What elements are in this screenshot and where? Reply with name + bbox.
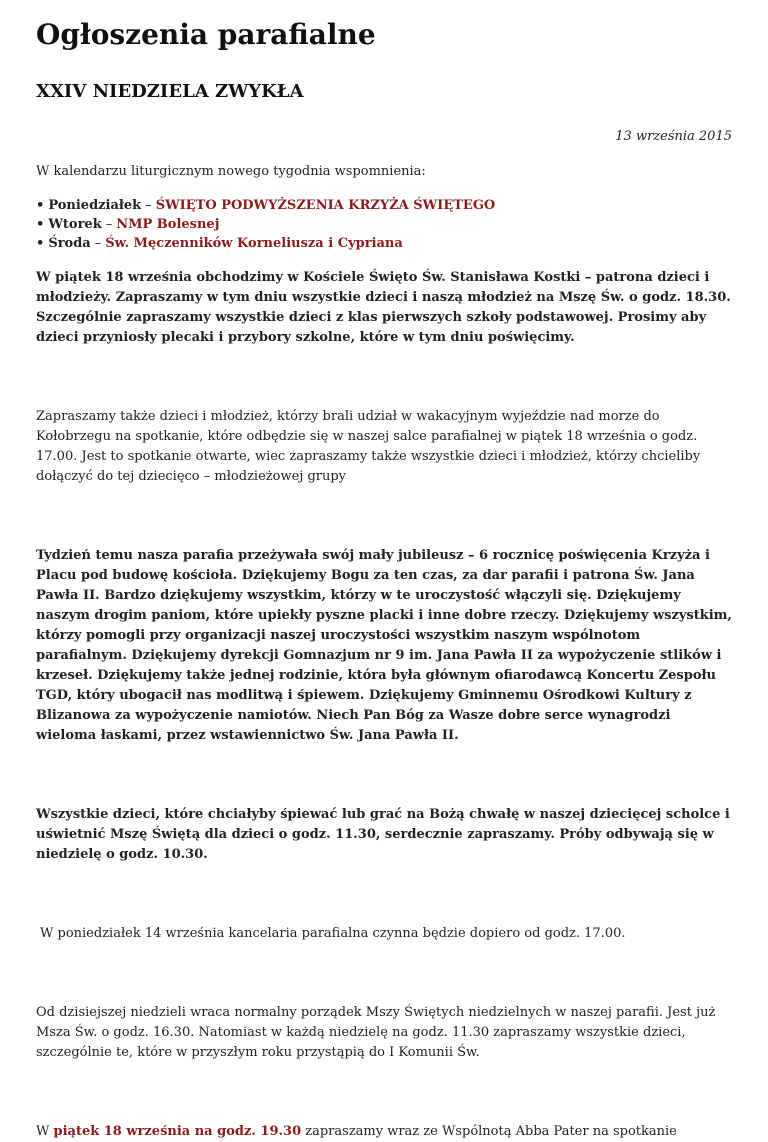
separator: – xyxy=(145,198,152,213)
announcement-children-choir: Wszystkie dzieci, które chciałyby śpiewać lub grać na Bożą chwałę w naszej dziecięcej scholce i uświetnić Mszę Świętą dla dzieci o godz. 11.30, serdecznie zapraszamy. Próby odbywają się w niedzielę o godz. 10.30. xyxy=(36,807,730,862)
separator: – xyxy=(94,236,102,251)
feast-name: Św. Męczenników Korneliusza i Cypriana xyxy=(105,236,403,251)
feast-name: ŚWIĘTO PODWYŻSZENIA KRZYŻA ŚWIĘTEGO xyxy=(155,198,496,213)
calendar-intro: W kalendarzu liturgicznym nowego tygodnia wspomnienia: xyxy=(36,164,426,179)
page-title: Ogłoszenia parafialne xyxy=(36,18,376,51)
p7-highlight: piątek 18 września na godz. 19.30 xyxy=(53,1124,302,1139)
day-name: Środa xyxy=(48,236,91,251)
list-item xyxy=(36,234,732,253)
sunday-title: XXIV NIEDZIELA ZWYKŁA xyxy=(36,81,304,102)
announcement-office-hours: W poniedziałek 14 września kancelaria parafialna czynna będzie dopiero od godz. 17.00. xyxy=(40,926,626,941)
p7-rest: zapraszamy wraz ze Wspólnotą Abba Pater na spotkanie xyxy=(301,1124,677,1139)
announcement-stanislaw-kostka: W piątek 18 września obchodzimy w Kościele Święto Św. Stanisława Kostki – patrona dzieci i młodzieży. Zapraszamy w tym dniu wszystkie dzieci i naszą młodzież na Mszę Św. o godz. 18.30. Szczególnie zapraszamy wszystkie dzieci z klas pierwszych szkoły podstawowej. Prosimy aby dzieci przyniosły plecaki i przybory szkolne, które w tym dniu poświęcimy. xyxy=(36,270,731,345)
bullet-icon: • xyxy=(36,198,45,213)
bullet-icon: • xyxy=(36,217,45,232)
announcement-date: 13 września 2015 xyxy=(615,129,732,144)
announcement-jubilee-thanks: Tydzień temu nasza parafia przeżywała swój mały jubileusz – 6 rocznicę poświęcenia Krzyża i Placu pod budowę kościoła. Dziękujemy Bogu za ten czas, za dar parafii i patrona Św. Jana Pawła II. Bardzo dziękujemy wszystkim, którzy w te uroczystość włączyli się. Dziękujemy naszym drogim paniom, które upiekły pyszne placki i inne dobre rzeczy. Dziękujemy wszystkim, którzy pomogli przy organizacji naszej uroczystości wszystkim naszym wspólnotom parafialnym. Dziękujemy dyrekcji Gomnazjum nr 9 im. Jana Pawła II za wypożyczenie stlików i krzeseł. Dziękujemy także jednej rodzinie, która była głównym ofiarodawcą Koncertu Zespołu TGD, który ubogacił nas modlitwą i śpiewem. Dziękujemy Gminnemu Ośrodkowi Kultury z Blizanowa za wypożyczenie namiotów. Niech Pan Bóg za Wasze dobre serce wynagrodzi wieloma łaskami, przez wstawiennictwo Św. Jana Pawła II. xyxy=(36,548,732,743)
announcement-kolobrzeg-meeting: Zapraszamy także dzieci i młodzież, którzy brali udział w wakacyjnym wyjeździe nad morze do Kołobrzegu na spotkanie, które odbędzie się w naszej salce parafialnej w piątek 18 września o godz. 17.00. Jest to spotkanie otwarte, wiec zapraszamy także wszystkie dzieci i młodzież, którzy chcieliby dołączyć do tej dziecięco – młodzieżowej grupy xyxy=(36,409,701,484)
liturgical-days-list xyxy=(36,196,732,253)
day-name: Poniedziałek xyxy=(48,198,142,213)
feast-name: NMP Bolesnej xyxy=(116,217,220,232)
bullet-icon: • xyxy=(36,236,45,251)
day-name: Wtorek xyxy=(48,217,102,232)
announcement-abba-pater xyxy=(36,1122,732,1142)
list-item xyxy=(36,215,732,234)
separator: – xyxy=(105,217,113,232)
list-item xyxy=(36,196,732,215)
announcement-mass-schedule: Od dzisiejszej niedzieli wraca normalny porządek Mszy Świętych niedzielnych w naszej parafii. Jest już Msza Św. o godz. 16.30. Natomiast w każdą niedzielę na godz. 11.30 zapraszamy wszystkie dzieci, szczególnie te, które w przyszłym roku przystąpią do I Komunii Św. xyxy=(36,1005,716,1060)
p7-lead: W xyxy=(36,1124,54,1139)
